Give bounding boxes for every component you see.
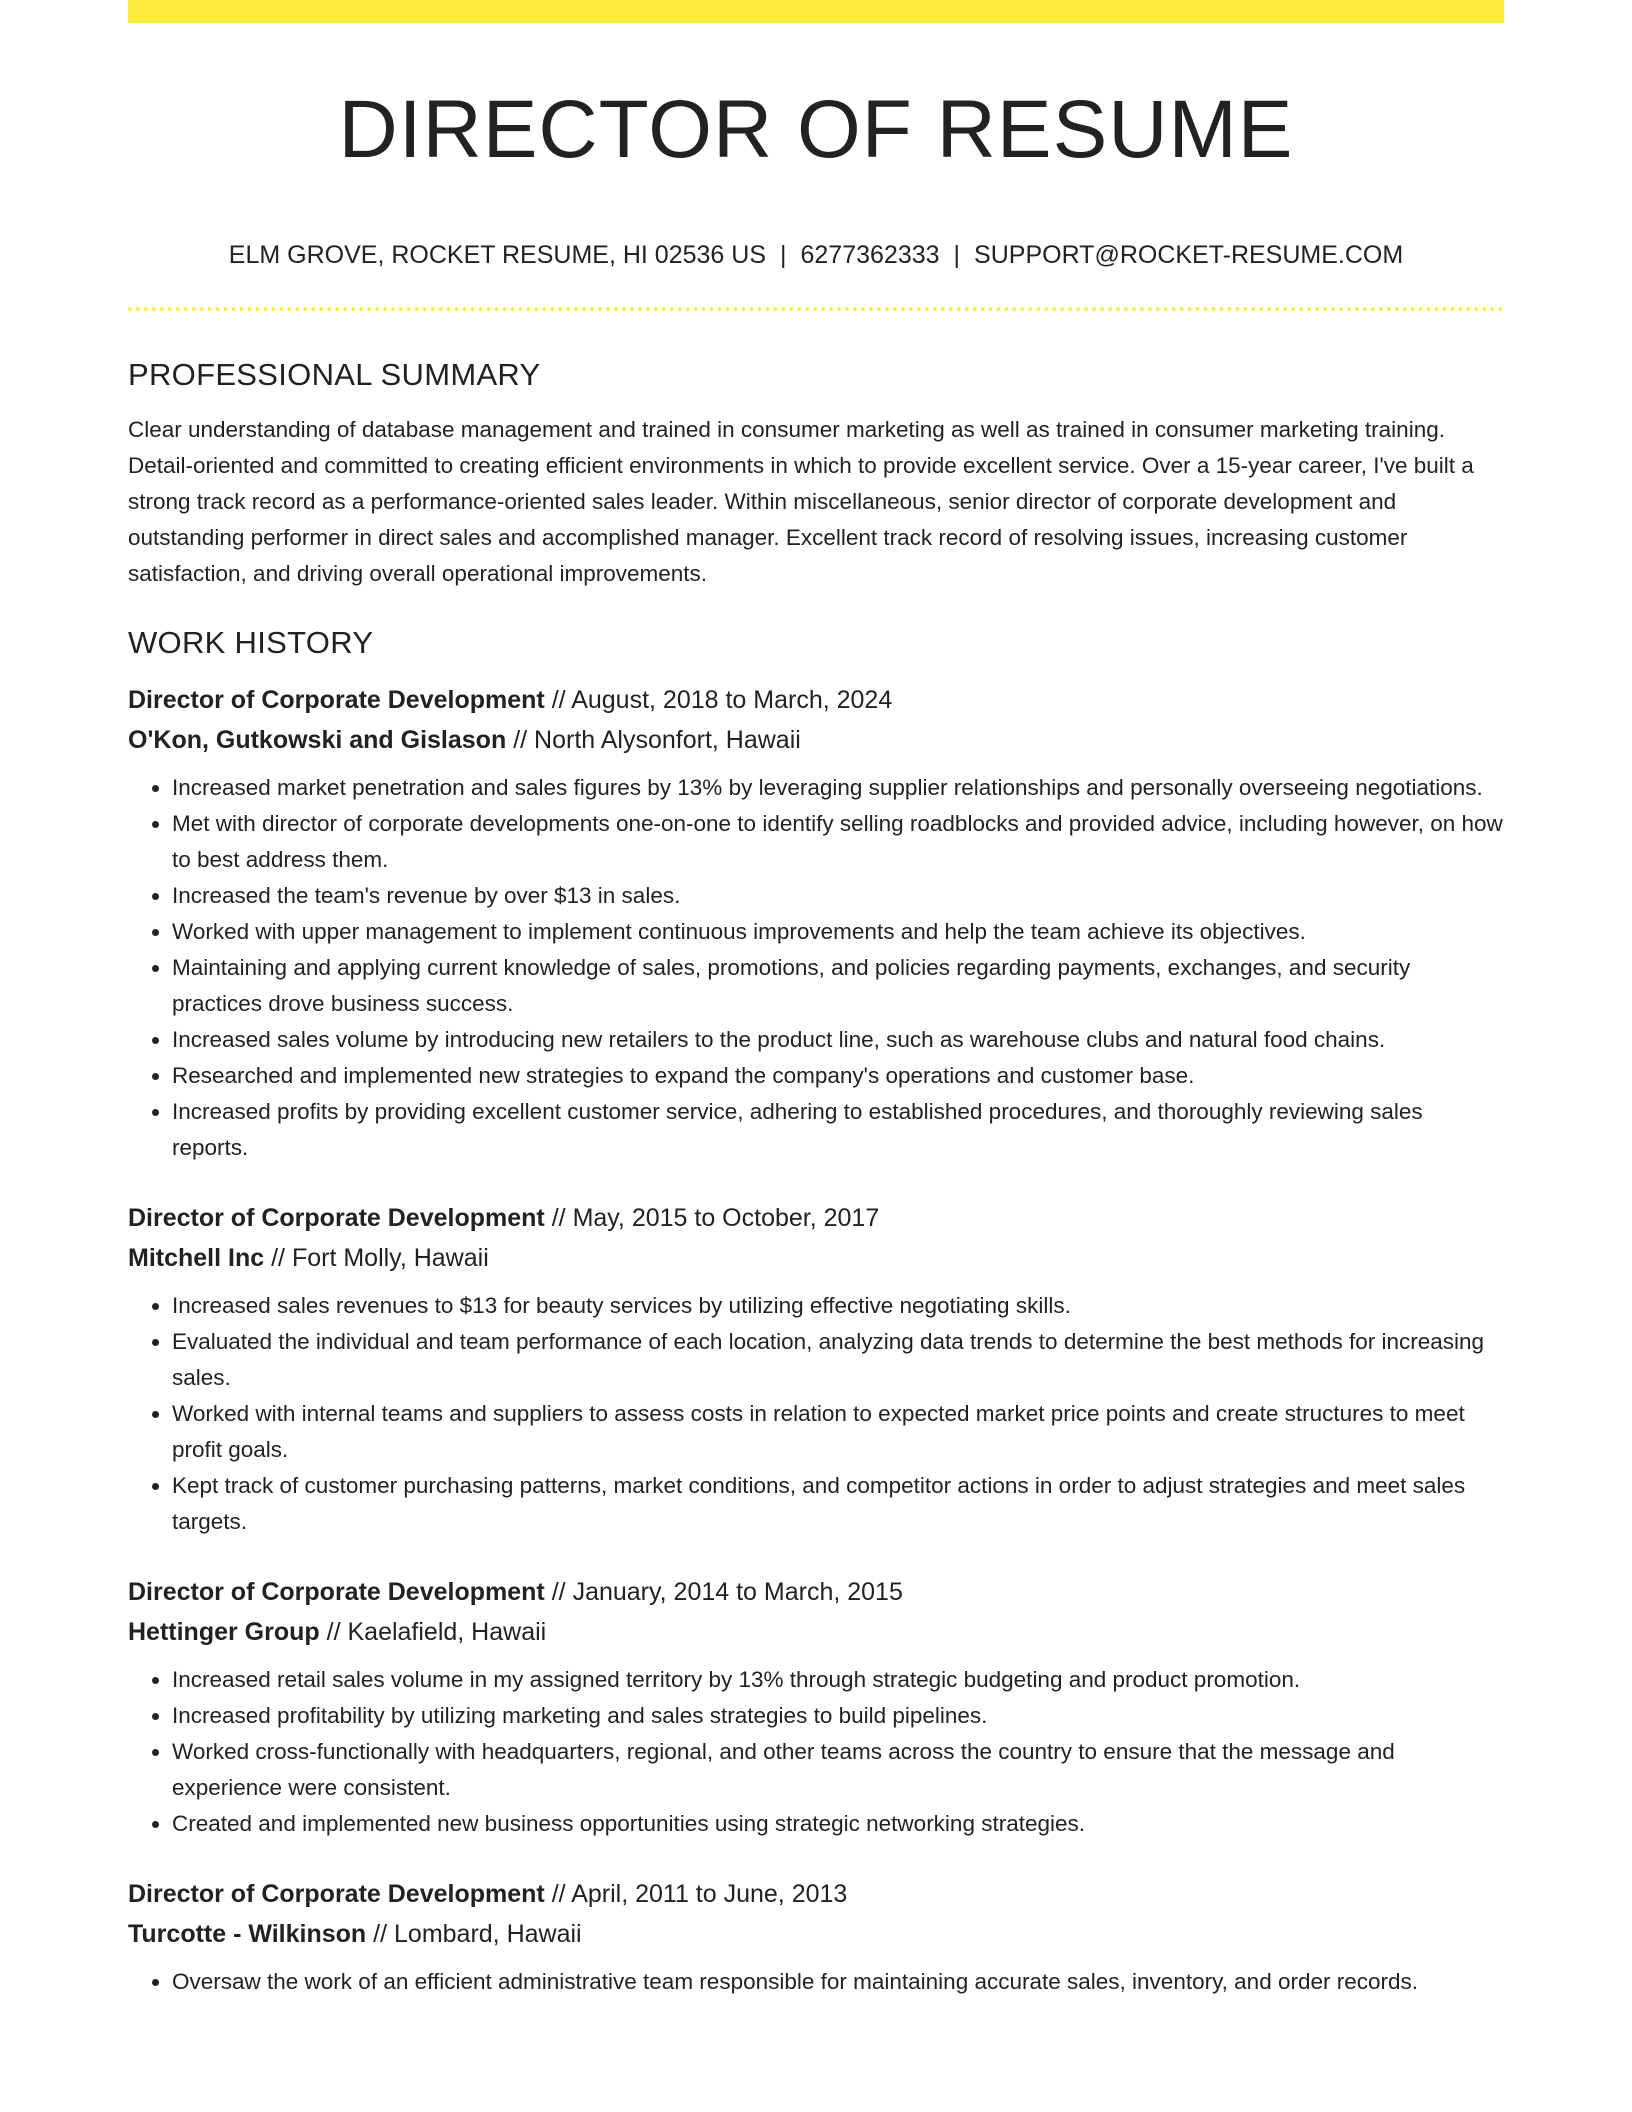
job-company-line xyxy=(128,1914,1504,1954)
job-bullet: • Worked with upper management to implement continuous improvements and help the team achieve its objectives. xyxy=(172,914,1504,950)
job-divider: // xyxy=(513,726,528,754)
contact-email: SUPPORT@ROCKET-RESUME.COM xyxy=(974,241,1404,269)
job-role: Director of Corporate Development xyxy=(128,1578,545,1606)
job-bullet: • Increased retail sales volume in my assigned territory by 13% through strategic budgeting and product promotion. xyxy=(172,1662,1504,1698)
job-company: O'Kon, Gutkowski and Gislason xyxy=(128,726,507,754)
job-bullet: • Met with director of corporate developments one-on-one to identify selling roadblocks and provided advice, including however, on how to best address them. xyxy=(172,806,1504,878)
job-bullet: • Increased profits by providing excellent customer service, adhering to established procedures, and thoroughly reviewing sales reports. xyxy=(172,1094,1504,1166)
job-bullet: • Increased market penetration and sales figures by 13% by leveraging supplier relationships and personally overseeing negotiations. xyxy=(172,770,1504,806)
job-company-line xyxy=(128,1612,1504,1652)
job-bullet: • Created and implemented new business opportunities using strategic networking strategies. xyxy=(172,1806,1504,1842)
job-role-line xyxy=(128,1874,1504,1914)
job-entry xyxy=(128,1874,1504,2000)
contact-phone: 6277362333 xyxy=(800,241,940,269)
job-dates: January, 2014 to March, 2015 xyxy=(572,1578,903,1606)
job-dates: April, 2011 to June, 2013 xyxy=(571,1880,848,1908)
job-entry xyxy=(128,1572,1504,1842)
job-role: Director of Corporate Development xyxy=(128,1880,545,1908)
resume-content xyxy=(128,350,1504,2000)
job-divider: // xyxy=(551,1578,566,1606)
job-divider: // xyxy=(551,1204,566,1232)
job-bullet-list xyxy=(128,1964,1504,2000)
job-role-line xyxy=(128,680,1504,720)
contact-line xyxy=(128,236,1504,274)
job-divider: // xyxy=(326,1618,341,1646)
contact-separator: | xyxy=(953,241,961,269)
resume-name: DIRECTOR OF RESUME xyxy=(338,84,1294,175)
job-dates: August, 2018 to March, 2024 xyxy=(571,686,893,714)
job-bullet: • Researched and implemented new strategies to expand the company's operations and customer base. xyxy=(172,1058,1504,1094)
job-bullet: • Oversaw the work of an efficient administrative team responsible for maintaining accurate sales, inventory, and order records. xyxy=(172,1964,1504,2000)
job-role-line xyxy=(128,1572,1504,1612)
job-company: Turcotte - Wilkinson xyxy=(128,1920,367,1948)
job-divider: // xyxy=(551,686,566,714)
job-location: Fort Molly, Hawaii xyxy=(291,1244,489,1272)
summary-text: Clear understanding of database management and trained in consumer marketing as well as trained in consumer marketing training. Detail-oriented and committed to creating efficient environments in which to provide excellent service. Over a 15-year career, I've built a strong track record as a performance-oriented sales leader. Within miscellaneous, senior director of corporate development and outstanding performer in direct sales and accomplished manager. Excellent track record of resolving issues, increasing customer satisfaction, and driving overall operational improvements. xyxy=(128,417,1474,586)
job-company-line xyxy=(128,1238,1504,1278)
header-accent-bar xyxy=(128,0,1504,23)
work-history-section-title: WORK HISTORY xyxy=(128,625,374,660)
job-divider: // xyxy=(373,1920,388,1948)
job-bullet: • Increased the team's revenue by over $13 in sales. xyxy=(172,878,1504,914)
job-dates: May, 2015 to October, 2017 xyxy=(572,1204,880,1232)
job-bullet: • Worked with internal teams and suppliers to assess costs in relation to expected market price points and create structures to meet profit goals. xyxy=(172,1396,1504,1468)
contact-separator: | xyxy=(780,241,787,269)
job-location: North Alysonfort, Hawaii xyxy=(534,726,801,754)
job-company: Hettinger Group xyxy=(128,1618,320,1646)
job-company: Mitchell Inc xyxy=(128,1244,265,1272)
job-bullet-list xyxy=(128,770,1504,1166)
job-bullet: • Increased profitability by utilizing marketing and sales strategies to build pipelines. xyxy=(172,1698,1504,1734)
contact-address: ELM GROVE, ROCKET RESUME, HI 02536 US xyxy=(228,241,766,269)
job-bullet: • Evaluated the individual and team performance of each location, analyzing data trends to determine the best methods for increasing sales. xyxy=(172,1324,1504,1396)
job-bullet: • Increased sales volume by introducing new retailers to the product line, such as warehouse clubs and natural food chains. xyxy=(172,1022,1504,1058)
job-divider: // xyxy=(271,1244,285,1272)
job-role: Director of Corporate Development xyxy=(128,1204,545,1232)
job-location: Kaelafield, Hawaii xyxy=(347,1618,547,1646)
header-divider xyxy=(128,307,1504,311)
job-bullet: • Increased sales revenues to $13 for beauty services by utilizing effective negotiating skills. xyxy=(172,1288,1504,1324)
summary-section-title: PROFESSIONAL SUMMARY xyxy=(128,357,541,392)
job-divider: // xyxy=(551,1880,566,1908)
job-company-line xyxy=(128,720,1504,760)
job-role: Director of Corporate Development xyxy=(128,686,545,714)
job-entry xyxy=(128,1198,1504,1540)
job-bullet: • Worked cross-functionally with headquarters, regional, and other teams across the country to ensure that the message and experience were consistent. xyxy=(172,1734,1504,1806)
job-role-line xyxy=(128,1198,1504,1238)
job-bullet-list xyxy=(128,1288,1504,1540)
job-bullet-list xyxy=(128,1662,1504,1842)
job-bullet: • Kept track of customer purchasing patterns, market conditions, and competitor actions in order to adjust strategies and meet sales targets. xyxy=(172,1468,1504,1540)
job-bullet: • Maintaining and applying current knowledge of sales, promotions, and policies regarding payments, exchanges, and security practices drove business success. xyxy=(172,950,1504,1022)
job-entry xyxy=(128,680,1504,1166)
job-location: Lombard, Hawaii xyxy=(394,1920,582,1948)
